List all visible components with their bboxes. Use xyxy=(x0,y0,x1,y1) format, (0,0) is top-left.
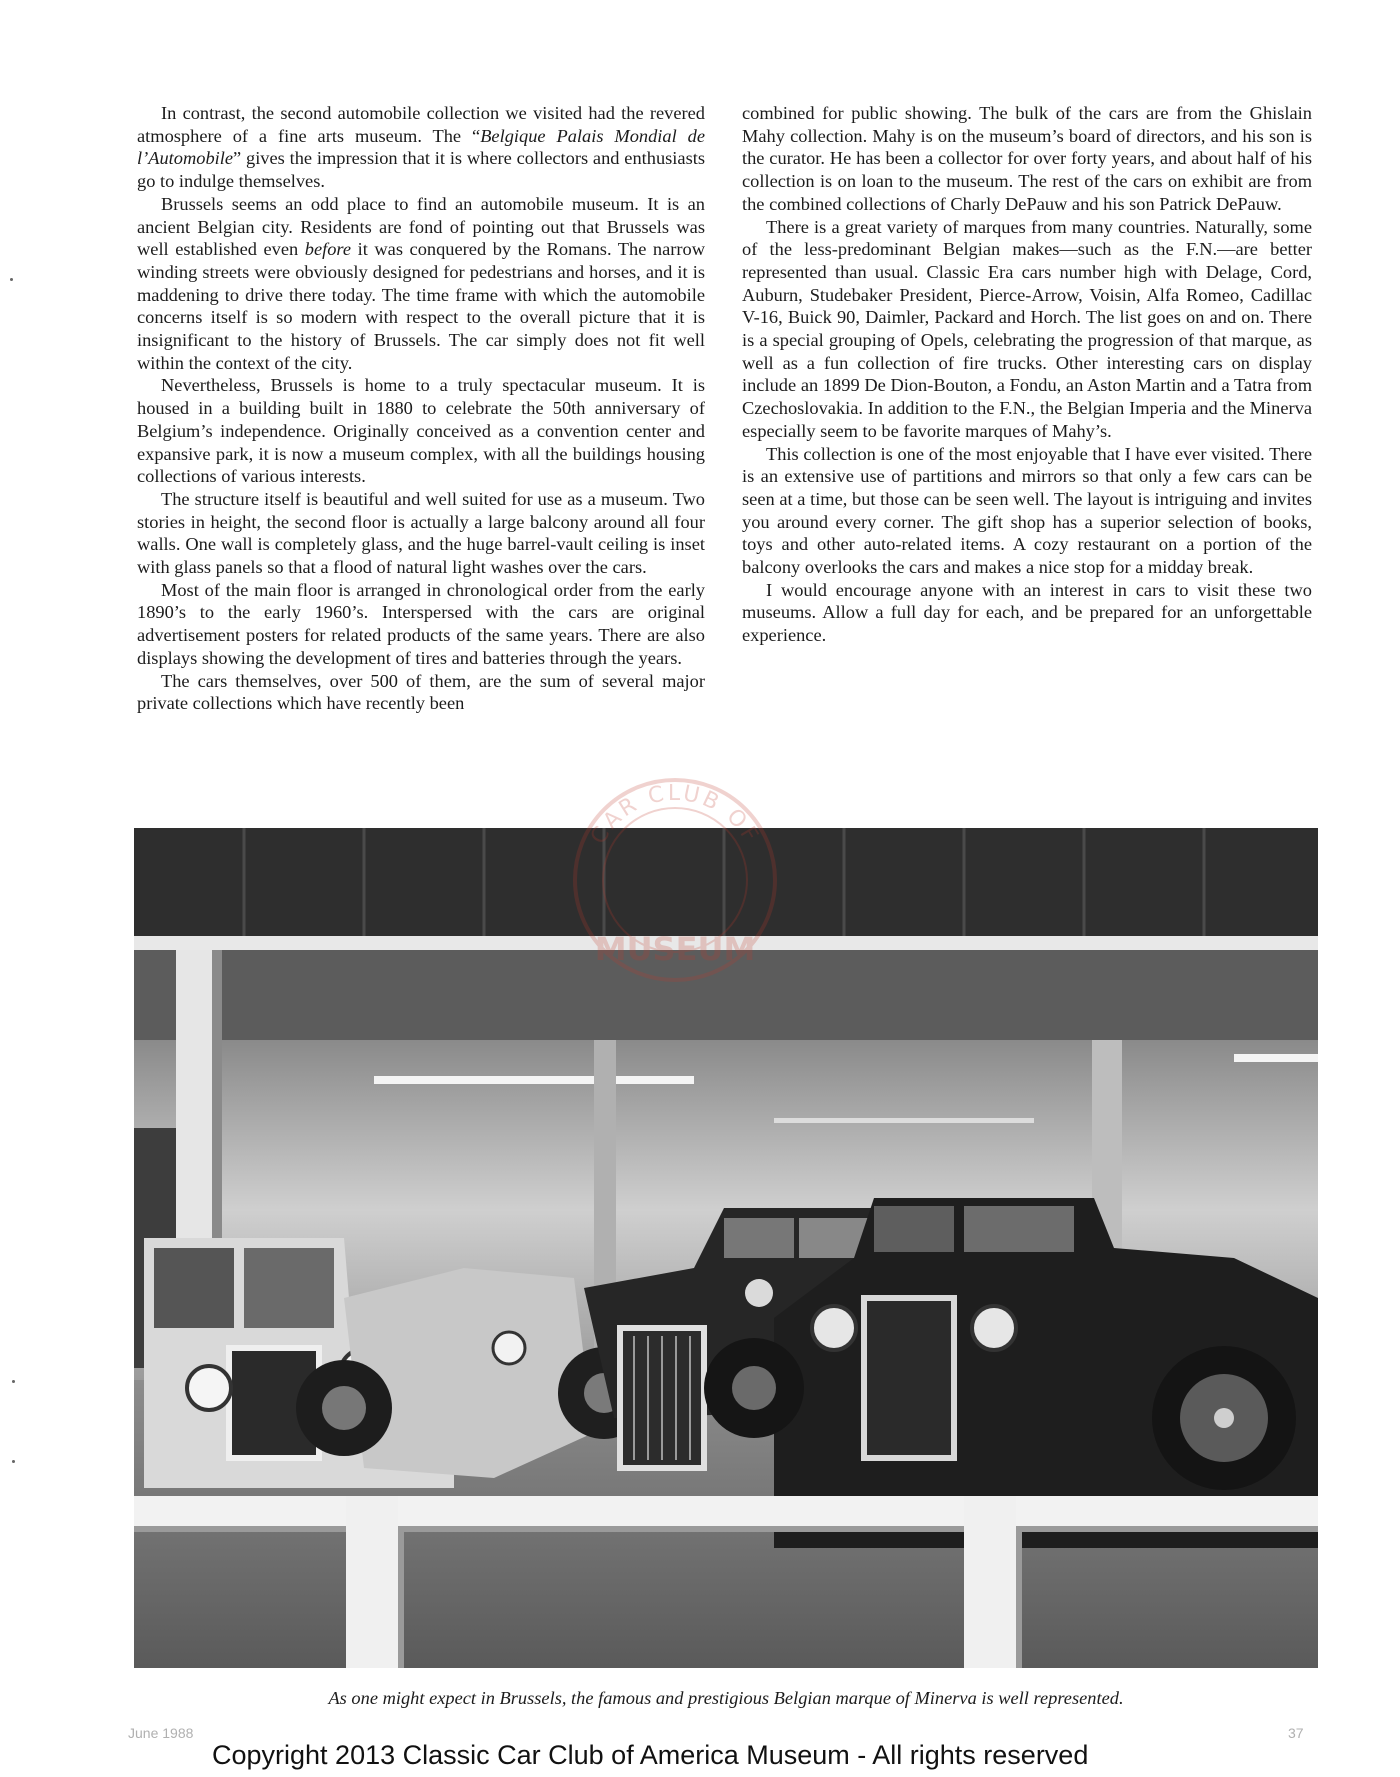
article-paragraph xyxy=(137,193,705,375)
italic-text: before xyxy=(304,239,352,260)
margin-mark xyxy=(12,1380,15,1383)
paragraph-text: The cars themselves, over 500 of them, are the sum of several major private collections which have recently been xyxy=(137,670,705,714)
paragraph-text: I would encourage anyone with an interest in cars to visit these two museums. Allow a full day for each, and be prepared for an unforgettable experience. xyxy=(742,579,1312,646)
svg-text:MUSEUM: MUSEUM xyxy=(594,930,756,968)
paragraph-text: In contrast, the second automobile collection we visited had the revered atmosphere of a fine arts museum. The “ xyxy=(137,103,705,146)
article-paragraph xyxy=(742,216,1312,443)
svg-text:CAR CLUB OF: CAR CLUB OF xyxy=(586,780,765,849)
paragraph-text: The structure itself is beautiful and well suited for use as a museum. Two stories in height, the second floor is actually a large balcony around all four walls. One wall is completely glass, and the huge barrel-vault ceiling is inset with glass panels so that a flood of natural light washes over the cars. xyxy=(137,488,705,578)
italic-text: Belgique Palais Mondial de l’Automobile xyxy=(137,125,705,169)
photo-caption: As one might expect in Brussels, the famous and prestigious Belgian marque of Minerva is well represented. xyxy=(328,1688,1124,1708)
article-paragraph xyxy=(742,579,1312,647)
paragraph-text: Brussels seems an odd place to find an automobile museum. It is an ancient Belgian city. Residents are fond of pointing out that Brussels was well established even xyxy=(137,193,705,260)
article-column-left xyxy=(137,102,705,715)
paragraph-text: it was conquered by the Romans. The narrow winding streets were obviously designed for pedestrians and horses, and it is maddening to drive there today. The time frame with which the automobile concerns itself is so modern with respect to the overall picture that it is insignificant to the history of Brussels. The car simply does not fit well within the context of the city. xyxy=(137,239,705,373)
article-paragraph xyxy=(742,443,1312,579)
museum-photo xyxy=(134,828,1318,1668)
article-paragraph xyxy=(137,670,705,715)
copyright-notice: Copyright 2013 Classic Car Club of America Museum - All rights reserved xyxy=(212,1740,1089,1770)
article-paragraph xyxy=(742,102,1312,216)
paragraph-text: ” gives the impression that it is where collectors and enthusiasts go to indulge themselves. xyxy=(137,148,705,192)
paragraph-text: Nevertheless, Brussels is home to a truly spectacular museum. It is housed in a building built in 1880 to celebrate the 50th anniversary of Belgium’s independence. Originally conceived as a convention center and expansive park, it is now a museum complex, with all the buildings housing collections of various interests. xyxy=(137,375,705,487)
paragraph-text: Most of the main floor is arranged in chronological order from the early 1890’s to the early 1960’s. Interspersed with the cars are original advertisement posters for related products of the same years. There are also displays showing the development of tires and batteries through the years. xyxy=(137,579,705,668)
article-paragraph xyxy=(137,374,705,488)
paragraph-text: This collection is one of the most enjoyable that I have ever visited. There is an extensive use of partitions and mirrors so that only a few cars can be seen at a time, but those can be seen well. The layout is intriguing and invites you around every corner. The gift shop has a superior selection of books, toys and other auto-related items. A cozy restaurant on a portion of the balcony overlooks the cars and makes a nice stop for a midday break. xyxy=(742,443,1312,578)
paragraph-text: There is a great variety of marques from many countries. Naturally, some of the less-predominant Belgian makes—such as the F.N.—are better represented than usual. Classic Era cars number high with Delage, Cord, Auburn, Studebaker President, Pierce-Arrow, Voisin, Alfa Romeo, Cadillac V-16, Buick 90, Daimler, Packard and Horch. The list goes on and on. There is a special grouping of Opels, celebrating the progression of that marque, as well as a fun collection of fire trucks. Other interesting cars on display include an 1899 De Dion-Bouton, a Fondu, an Aston Martin and a Tatra from Czechoslovakia. In addition to the F.N., the Belgian Imperia and the Minerva especially seem to be favorite marques of Mahy’s. xyxy=(742,216,1312,441)
article-paragraph xyxy=(137,102,705,193)
page-number: 37 xyxy=(1288,1725,1304,1741)
footer-date: June 1988 xyxy=(128,1725,194,1741)
paragraph-text: combined for public showing. The bulk of the cars are from the Ghislain Mahy collection. Mahy is on the museum’s board of directors, and his son is the curator. He has been a collector for over forty years, and about half of his collection is on loan to the museum. The rest of the cars on exhibit are from the combined collections of Charly DePauw and his son Patrick DePauw. xyxy=(742,103,1312,214)
photo-illustration xyxy=(134,828,1318,1668)
article-paragraph xyxy=(137,579,705,670)
article-paragraph xyxy=(137,488,705,579)
article-column-right xyxy=(742,102,1312,647)
margin-mark xyxy=(12,1460,15,1463)
margin-mark xyxy=(10,278,13,281)
